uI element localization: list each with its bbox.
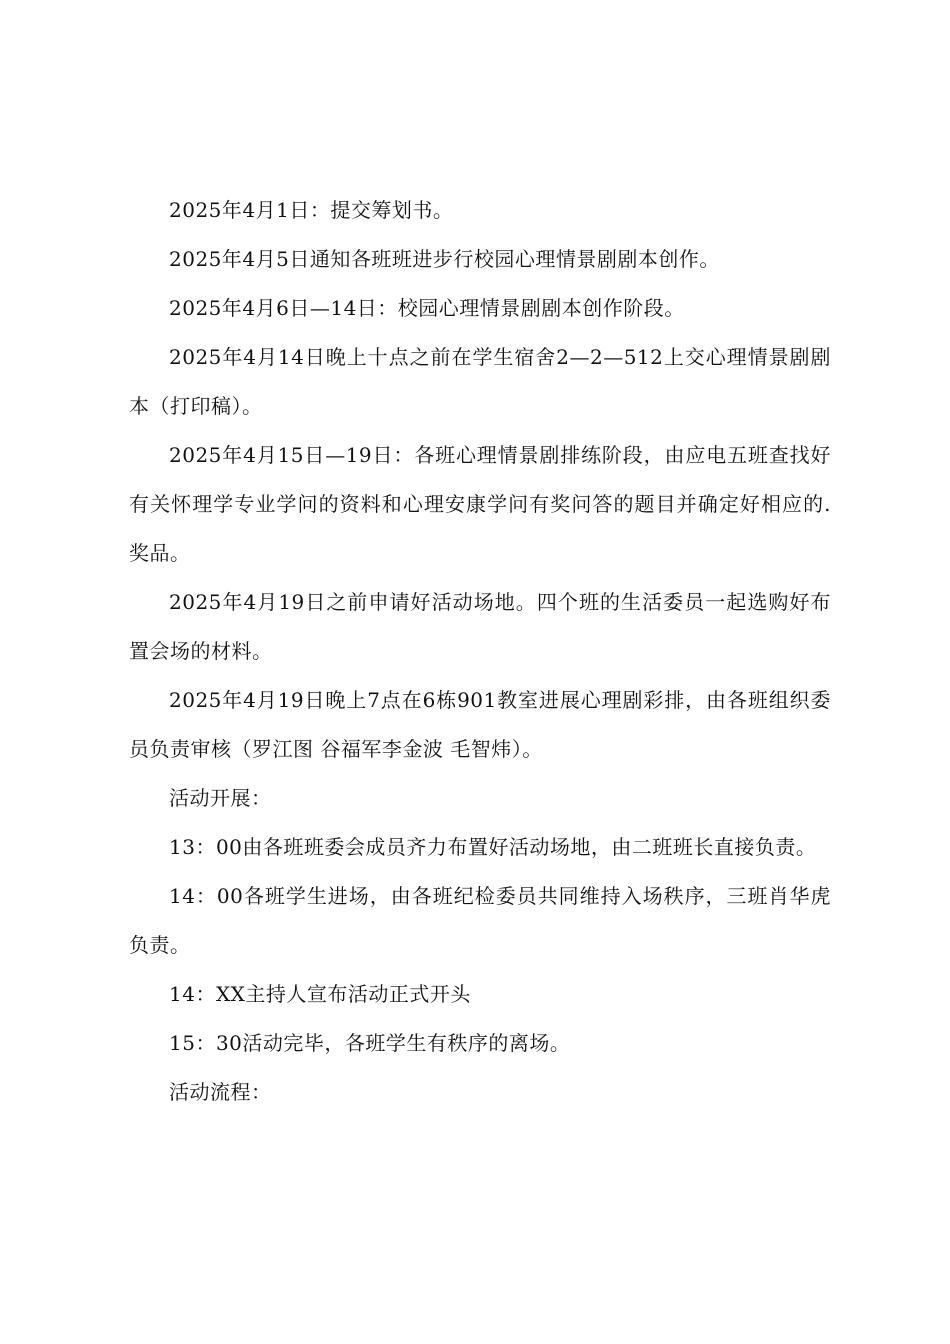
paragraph-schedule-apr19-rehearsal: 2025年4月19日晚上7点在6栋901教室进展心理剧彩排，由各班组织委员负责审核（罗江图 谷福军李金波 毛智炜）。 [129, 688, 831, 761]
paragraph-schedule-apr5: 2025年4月5日通知各班班进步行校园心理情景剧剧本创作。 [169, 247, 720, 271]
section-heading-activity: 活动开展： [169, 786, 272, 810]
paragraph-schedule-apr15-19: 2025年4月15日—19日：各班心理情景剧排练阶段，由应电五班查找好有关怀理学专业学问的资料和心理安康学问有奖问答的题目并确定好相应的.奖品。 [129, 443, 831, 565]
paragraph-time-1300: 13：00由各班班委会成员齐力布置好活动场地，由二班班长直接负责。 [169, 835, 817, 859]
paragraph-schedule-apr1: 2025年4月1日：提交筹划书。 [169, 198, 454, 222]
paragraph-time-1530: 15：30活动完毕，各班学生有秩序的离场。 [169, 1031, 571, 1055]
paragraph-schedule-apr19-venue: 2025年4月19日之前申请好活动场地。四个班的生活委员一起选购好布置会场的材料。 [129, 590, 831, 663]
paragraph-time-1400: 14：00各班学生进场，由各班纪检委员共同维持入场秩序，三班肖华虎负责。 [129, 884, 831, 957]
paragraph-schedule-apr6-14: 2025年4月6日—14日：校园心理情景剧剧本创作阶段。 [169, 296, 685, 320]
document-body [129, 186, 831, 1117]
paragraph-schedule-apr14: 2025年4月14日晚上十点之前在学生宿舍2—2—512上交心理情景剧剧本（打印稿）。 [129, 345, 831, 418]
paragraph-time-14xx: 14：XX主持人宣布活动正式开头 [169, 982, 471, 1006]
section-heading-process: 活动流程： [169, 1080, 272, 1104]
